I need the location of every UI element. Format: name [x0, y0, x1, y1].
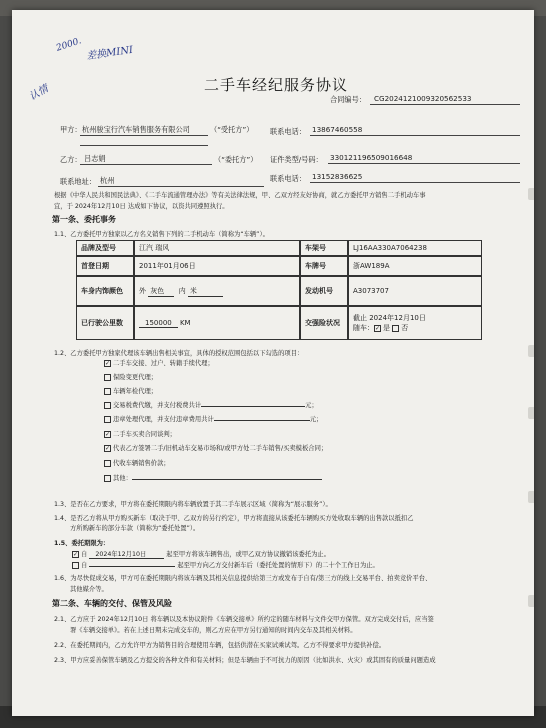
clause-1-2: 1.2、乙方委托甲方独家代理该车辆出售相关事宜，具体的授权范围包括以下勾选的项目：: [54, 350, 304, 357]
table-value: 江汽 瑞风: [134, 240, 300, 256]
insurance-with: 随车：✓ 是 否: [353, 324, 409, 332]
checkbox-icon[interactable]: [104, 460, 111, 467]
party-a-name: 杭州骏宝行汽车销售服务有限公司: [82, 125, 190, 134]
clause-1-5: 1.5、委托期限为：: [54, 540, 110, 547]
party-a-role: （“受托方”）: [210, 125, 254, 134]
color-in: 米: [188, 286, 223, 297]
insurance-until: 截止 2024年12月10日: [353, 314, 426, 322]
option-label: 车辆年检代理；: [113, 388, 158, 395]
color-out-label: 外: [139, 287, 146, 295]
paper-clip: [528, 188, 534, 200]
term-option-1: ✓ 自 2024年12月10日 起至甲方将该车辆售出，或甲乙双方协议撤销该委托为止。: [73, 550, 330, 558]
table-value: 浙AW189A: [348, 256, 482, 276]
option-item[interactable]: [104, 358, 214, 367]
clause-1-6: 其他媒介等。: [70, 586, 108, 593]
option-item[interactable]: [104, 429, 176, 438]
yuan-unit: 元；: [309, 416, 323, 423]
option-label: 交易税费代缴，并支付税费共计: [113, 402, 202, 409]
mileage: 150000: [139, 319, 178, 328]
checkbox-icon[interactable]: [72, 562, 79, 569]
table-label: 发动机号: [300, 276, 348, 306]
clause-1-1: 1.1、乙方委托甲方独家以乙方名义销售下列的二手机动车（简称为“车辆”）。: [54, 231, 269, 238]
mileage-unit: KM: [179, 319, 191, 327]
table-label: 首登日期: [76, 256, 134, 276]
preamble-line: 宜，于 2024年12月10日 达成如下协议，以资共同遵照执行。: [54, 203, 229, 210]
section-heading: 第一条、委托事务: [52, 215, 116, 224]
party-b-addr: 杭州: [100, 176, 115, 185]
paper-clip: [528, 595, 534, 607]
color-out: 灰色: [148, 286, 174, 297]
clause-1-6: 1.6、为尽快促成交易，甲方可在委托期限内将该车辆及其相关信息提供给第三方或发布于自有/第三方的线上交易平台、拍卖竞价平台、: [54, 575, 432, 582]
checkbox-icon[interactable]: [104, 416, 111, 423]
handwritten-note: 认情: [27, 83, 51, 103]
checkbox-icon[interactable]: [104, 374, 111, 381]
table-label: 车架号: [300, 240, 348, 256]
table-value-insurance: [348, 306, 482, 340]
option-item[interactable]: [104, 473, 322, 482]
option-label: 代表乙方签署二手/旧机动车交易市场和/或甲方处二手车销售/买卖模板合同；: [113, 445, 328, 452]
checkbox-checked-icon[interactable]: ✓: [73, 550, 79, 558]
checkbox-checked-icon[interactable]: ✓: [105, 444, 111, 452]
paper-clip: [528, 491, 534, 503]
party-b-role: （“委托方”）: [214, 155, 258, 164]
option-item[interactable]: [104, 372, 157, 381]
option-item[interactable]: [104, 443, 327, 452]
option-label: 二手车交接、过户、转籍手续代理；: [113, 360, 214, 367]
option-label: 违章处理代理，并支付违章费用共计: [113, 416, 214, 423]
table-label: 交强险状况: [300, 306, 348, 340]
contract-no: CG20241210093205625​33: [374, 94, 472, 103]
table-value-mileage: [134, 306, 300, 340]
option-label: 代收车辆销售价款；: [113, 460, 170, 467]
option-item[interactable]: [104, 386, 157, 395]
option-item[interactable]: [104, 400, 318, 409]
checkbox-checked-icon[interactable]: ✓: [105, 430, 111, 438]
option-label: 保险变更代理；: [113, 374, 158, 381]
term-start-date: 2024年12月10日: [89, 551, 164, 559]
table-label: 品牌及型号: [76, 240, 134, 256]
contract-document: [12, 10, 534, 716]
party-a-label: 甲方：: [60, 125, 82, 134]
table-value: 2011年01月06日: [134, 256, 300, 276]
handwritten-note: 2000.: [55, 36, 83, 54]
table-label: 车牌号: [300, 256, 348, 276]
option-item[interactable]: [104, 458, 170, 467]
checkbox-icon[interactable]: [104, 475, 111, 482]
table-value-color: [134, 276, 300, 306]
color-in-label: 内: [178, 287, 186, 295]
contract-no-label: 合同编号：: [330, 95, 366, 104]
table-label: 车身内饰颜色: [76, 276, 134, 306]
handwritten-note: 差换MINI: [85, 44, 134, 63]
section-heading: 第二条、车辆的交付、保管及风险: [52, 599, 172, 608]
checkbox-checked-icon[interactable]: ✓: [375, 324, 381, 332]
yuan-unit: 元；: [305, 402, 318, 409]
paper-clip: [528, 345, 534, 357]
party-b-label: 乙方：: [60, 155, 82, 164]
preamble-line: 根据《中华人民共和国民法典》、《二手车流通管理办法》等有关法律法规，甲、乙双方经友好协商，就乙方委托甲方销售二手机动车事: [54, 192, 426, 199]
checkbox-icon[interactable]: [104, 402, 111, 409]
clause-1-3: 1.3、是否在乙方要求，甲方将在委托期限内将车辆放置于其二手车展示区域（简称为“展示服务”）。: [54, 501, 332, 508]
party-b-phone: 13152836625: [312, 172, 363, 181]
clause-1-4: 方所购新车的部分车款（简称为“委托处置”）。: [70, 525, 200, 532]
paper-clip: [528, 407, 534, 419]
clause-2-3: 2.3、甲方应妥善保管车辆及乙方提交的各种文件和有关材料；但是车辆由于不可抗力的原因（比如洪水、火灾）或其固有的质量问题造成: [54, 657, 436, 664]
option-item[interactable]: [104, 414, 322, 423]
option-label: 二手车买卖合同谈判；: [113, 431, 176, 438]
table-label: 已行驶公里数: [76, 306, 134, 340]
checkbox-icon[interactable]: [104, 388, 111, 395]
clause-2-1: 署《车辆交接单》。若在上述日期未完成交车的，则乙方应在甲方另行通知的时间内交车及其相关材料。: [70, 627, 357, 634]
checkbox-icon[interactable]: [392, 325, 399, 332]
party-a-phone-label: 联系电话：: [270, 127, 306, 136]
party-b-id-label: 证件类型/号码：: [270, 155, 323, 164]
option-label: 其他：: [113, 475, 132, 482]
checkbox-checked-icon[interactable]: ✓: [105, 359, 111, 367]
party-a-phone: 13867460558: [312, 125, 363, 134]
party-b-id: 330121196509016648: [330, 153, 413, 162]
party-b-name: 吕志娟: [84, 154, 106, 163]
clause-1-4: 1.4、是否乙方将从甲方购买新车（取决于甲、乙双方的另行约定），甲方将直接从该委托车辆购买方处收取车辆的出售款以抵扣乙: [54, 515, 414, 522]
term-option-2: 自 起至甲方向乙方交付新车后（委托处置的情形下）的二十个工作日为止。: [72, 560, 379, 569]
party-b-addr-label: 联系地址：: [60, 177, 96, 186]
table-value: A3073707: [348, 276, 482, 306]
clause-2-2: 2.2、在委托期间内，乙方允许甲方为销售目的合理使用车辆，包括供潜在买家试乘试驾。乙方不得要求甲方提供补偿。: [54, 642, 386, 649]
table-value: LJ16AA330A7064238: [348, 240, 482, 256]
clause-2-1: 2.1、乙方应于 2024年12月10日 将车辆以及本协议附件《车辆交接单》所约定的随车材料与文件交甲方保管。双方完成交付后，应当签: [54, 616, 434, 623]
document-title: 二手车经纪服务协议: [204, 76, 349, 94]
party-b-phone-label: 联系电话：: [270, 174, 306, 183]
